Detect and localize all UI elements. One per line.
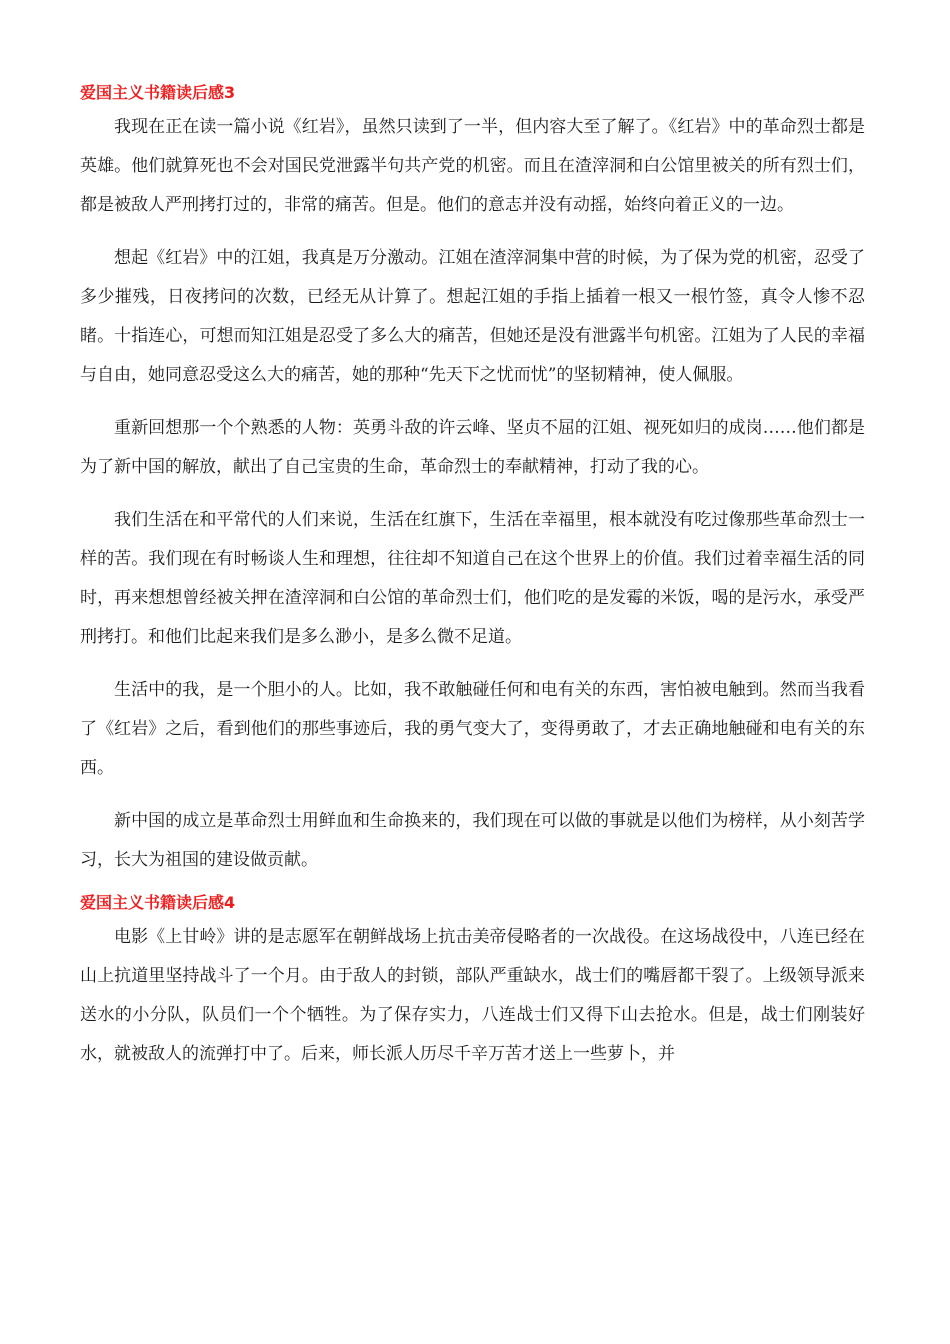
paragraph: 我们生活在和平常代的人们来说，生活在红旗下，生活在幸福里，根本就没有吃过像那些革命烈士一样的苦。我们现在有时畅谈人生和理想，往往却不知道自己在这个世界上的价值。我们过着幸福生活的同时，再来想想曾经被关押在渣滓洞和白公馆的革命烈士们，他们吃的是发霉的米饭，喝的是污水，承受严刑拷打。和他们比起来我们是多么渺小，是多么微不足道。 (80, 510, 865, 647)
paragraph: 生活中的我，是一个胆小的人。比如，我不敢触碰任何和电有关的东西，害怕被电触到。然而当我看了《红岩》之后，看到他们的那些事迹后，我的勇气变大了，变得勇敢了，才去正确地触碰和电有关的东西。 (80, 680, 865, 778)
section-title-4: 爱国主义书籍读后感4 (80, 893, 236, 912)
paragraph: 电影《上甘岭》讲的是志愿军在朝鲜战场上抗击美帝侵略者的一次战役。在这场战役中，八连已经在山上抗道里坚持战斗了一个月。由于敌人的封锁，部队严重缺水，战士们的嘴唇都干裂了。上级领导派来送水的小分队，队员们一个个牺牲。为了保存实力，八连战士们又得下山去抢水。但是，战士们刚装好水，就被敌人的流弹打中了。后来，师长派人历尽千辛万苦才送上一些萝卜，并 (80, 927, 865, 1064)
section-title-3: 爱国主义书籍读后感3 (80, 83, 236, 102)
paragraph-gap (80, 487, 865, 501)
paragraph: 想起《红岩》中的江姐，我真是万分激动。江姐在渣滓洞集中营的时候，为了保为党的机密，忍受了多少摧残，日夜拷问的次数，已经无从计算了。想起江姐的手指上插着一根又一根竹签，真令人惨不忍睹。十指连心，可想而知江姐是忍受了多么大的痛苦，但她还是没有泄露半句机密。江姐为了人民的幸福与自由，她同意忍受这么大的痛苦，她的那种“先天下之忧而忧”的坚韧精神，使人佩服。 (80, 248, 865, 385)
paragraph: 重新回想那一个个熟悉的人物：英勇斗敌的许云峰、坚贞不屈的江姐、视死如归的成岗……他们都是为了新中国的解放，献出了自己宝贵的生命，革命烈士的奉献精神，打动了我的心。 (80, 418, 865, 477)
section-gap (80, 880, 865, 888)
paragraph-gap (80, 788, 865, 802)
paragraph-gap (80, 657, 865, 671)
paragraph-gap (80, 395, 865, 409)
paragraph: 新中国的成立是革命烈士用鲜血和生命换来的，我们现在可以做的事就是以他们为榜样，从小刻苦学习，长大为祖国的建设做贡献。 (80, 811, 865, 870)
paragraph-gap (80, 225, 865, 239)
paragraph: 我现在正在读一篇小说《红岩》，虽然只读到了一半，但内容大至了解了。《红岩》中的革命烈士都是英雄。他们就算死也不会对国民党泄露半句共产党的机密。而且在渣滓洞和白公馆里被关的所有烈士们，都是被敌人严刑拷打过的，非常的痛苦。但是。他们的意志并没有动摇，始终向着正义的一边。 (80, 117, 865, 215)
document-page (80, 78, 865, 1074)
